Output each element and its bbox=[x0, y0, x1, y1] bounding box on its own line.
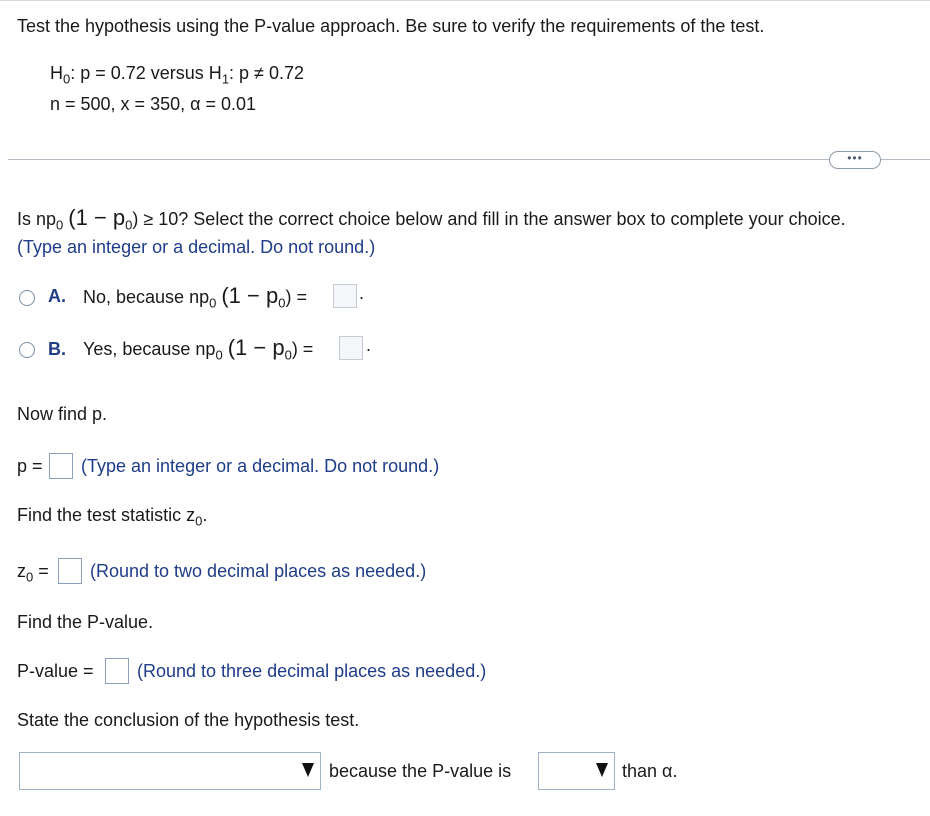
choice-a-letter: A. bbox=[48, 286, 66, 306]
conclusion-prompt: State the conclusion of the hypothesis test. bbox=[17, 710, 360, 730]
choice-b-text: Yes, because $np_0$ $(1 - p_0)$ = bbox=[83, 335, 314, 363]
choice-b-letter: B. bbox=[48, 339, 66, 359]
requirement-prompt: Is $np_0$ $(1 - p_0) \ge 10$? Select the correct choice below and fill in the answer box to complete your choice. bbox=[17, 205, 846, 233]
pvalue-label: P-value = bbox=[17, 661, 94, 681]
choice-b-period: . bbox=[366, 335, 372, 355]
more-options-button[interactable]: ••• bbox=[829, 151, 881, 169]
requirement-hint: (Type an integer or a decimal. Do not round.) bbox=[17, 237, 376, 257]
top-border bbox=[0, 0, 930, 1]
choice-b-answer-box[interactable] bbox=[339, 336, 363, 360]
instruction-text: Test the hypothesis using the P-value approach. Be sure to verify the requirements of the test. bbox=[17, 16, 765, 36]
zstat-prompt: Find the test statistic $z_0$. bbox=[17, 505, 208, 529]
section-divider bbox=[8, 159, 930, 160]
choice-a-text: No, because $np_0$ $(1 - p_0)$ = bbox=[83, 283, 307, 311]
conclusion-middle-text: because the P-value is bbox=[329, 761, 512, 781]
dropdown-arrow-icon bbox=[296, 753, 320, 789]
pvalue-hint: (Round to three decimal places as needed.) bbox=[137, 661, 487, 681]
dropdown-arrow-icon bbox=[590, 753, 614, 789]
phat-hint: (Type an integer or a decimal. Do not round.) bbox=[81, 456, 440, 476]
zstat-input[interactable] bbox=[58, 558, 82, 584]
conclusion-tail-text: than α. bbox=[622, 761, 678, 781]
zstat-label: $z_0$ = bbox=[17, 561, 49, 585]
given-values: n = 500, x = 350, α = 0.01 bbox=[50, 94, 257, 114]
zstat-hint: (Round to two decimal places as needed.) bbox=[90, 561, 427, 581]
hypothesis-line: $H_0$: p = 0.72 versus $H_1$: p ≠ 0.72 bbox=[50, 63, 304, 87]
phat-input[interactable] bbox=[49, 453, 73, 479]
choice-b-radio[interactable] bbox=[19, 342, 35, 358]
pvalue-input[interactable] bbox=[105, 658, 129, 684]
conclusion-decision-select[interactable] bbox=[19, 752, 321, 790]
conclusion-comparison-select[interactable] bbox=[538, 752, 615, 790]
choice-a-answer-box[interactable] bbox=[333, 284, 357, 308]
choice-a-period: . bbox=[359, 283, 365, 303]
pvalue-prompt: Find the P-value. bbox=[17, 612, 154, 632]
phat-label: p = bbox=[17, 456, 43, 476]
phat-prompt: Now find p. bbox=[17, 404, 108, 424]
choice-a-radio[interactable] bbox=[19, 290, 35, 306]
